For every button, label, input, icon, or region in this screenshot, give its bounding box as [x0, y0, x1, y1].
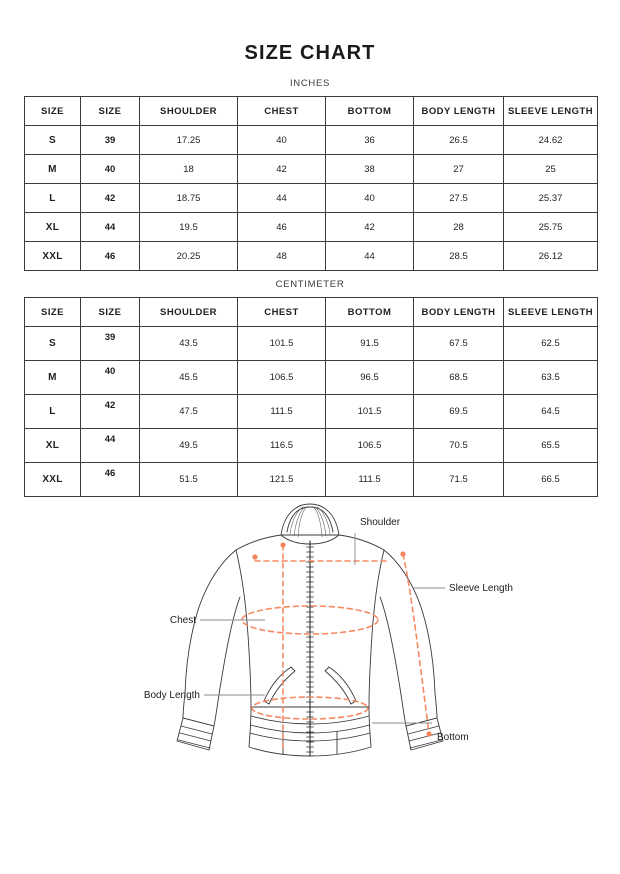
- sleeve-length-guide: [403, 554, 429, 733]
- cell-chest: 48: [238, 242, 326, 271]
- cell-bottom: 44: [326, 242, 414, 271]
- jacket-illustration: [177, 504, 443, 756]
- label-body-length: Body Length: [143, 690, 200, 701]
- cell-chest: 42: [238, 155, 326, 184]
- cell-size-number: 46: [81, 463, 140, 497]
- cell-body-length: 69.5: [414, 395, 504, 429]
- cell-shoulder: 20.25: [140, 242, 238, 271]
- cell-body-length: 26.5: [414, 126, 504, 155]
- cell-body-length: 28.5: [414, 242, 504, 271]
- cell-size-letter: XXL: [25, 463, 81, 497]
- cell-size-letter: S: [25, 327, 81, 361]
- cell-bottom: 111.5: [326, 463, 414, 497]
- cell-size-number: 40: [81, 361, 140, 395]
- cell-sleeve-length: 63.5: [504, 361, 598, 395]
- cell-chest: 46: [238, 213, 326, 242]
- cell-body-length: 68.5: [414, 361, 504, 395]
- cell-sleeve-length: 62.5: [504, 327, 598, 361]
- cell-chest: 44: [238, 184, 326, 213]
- label-bottom: Bottom: [437, 732, 469, 743]
- label-sleeve-length: Sleeve Length: [449, 583, 513, 594]
- cell-body-length: 67.5: [414, 327, 504, 361]
- column-header-size-letter: SIZE: [25, 97, 81, 126]
- cell-shoulder: 45.5: [140, 361, 238, 395]
- cell-size-number: 44: [81, 429, 140, 463]
- column-header-shoulder: SHOULDER: [140, 298, 238, 327]
- cell-shoulder: 18: [140, 155, 238, 184]
- cell-chest: 106.5: [238, 361, 326, 395]
- cell-body-length: 71.5: [414, 463, 504, 497]
- cell-bottom: 36: [326, 126, 414, 155]
- cell-shoulder: 17.25: [140, 126, 238, 155]
- cell-shoulder: 47.5: [140, 395, 238, 429]
- cell-size-letter: XXL: [25, 242, 81, 271]
- table-row: [25, 361, 598, 395]
- cell-bottom: 101.5: [326, 395, 414, 429]
- cell-body-length: 70.5: [414, 429, 504, 463]
- column-header-shoulder: SHOULDER: [140, 97, 238, 126]
- table-row: [25, 327, 598, 361]
- column-header-size-letter: SIZE: [25, 298, 81, 327]
- column-header-size-number: SIZE: [81, 298, 140, 327]
- cell-bottom: 40: [326, 184, 414, 213]
- cell-shoulder: 18.75: [140, 184, 238, 213]
- cell-size-number: 46: [81, 242, 140, 271]
- size-table-inches: [24, 96, 598, 271]
- cell-size-letter: S: [25, 126, 81, 155]
- cell-size-number: 39: [81, 126, 140, 155]
- unit-caption-inches: INCHES: [289, 78, 331, 89]
- cell-sleeve-length: 26.12: [504, 242, 598, 271]
- cell-size-number: 44: [81, 213, 140, 242]
- cell-shoulder: 49.5: [140, 429, 238, 463]
- measurement-guides: [242, 545, 429, 750]
- table-row: [25, 213, 598, 242]
- measurement-points: [252, 542, 431, 736]
- table-row: [25, 429, 598, 463]
- cell-bottom: 42: [326, 213, 414, 242]
- size-table-centimeter: [24, 297, 598, 497]
- cell-body-length: 27: [414, 155, 504, 184]
- cell-shoulder: 51.5: [140, 463, 238, 497]
- jacket-collar: [281, 504, 339, 544]
- table-row: [25, 184, 598, 213]
- cell-shoulder: 19.5: [140, 213, 238, 242]
- cell-bottom: 38: [326, 155, 414, 184]
- table-row: [25, 395, 598, 429]
- column-header-bottom: BOTTOM: [326, 298, 414, 327]
- column-header-sleeve-length: SLEEVE LENGTH: [504, 298, 598, 327]
- page-title: SIZE CHART: [244, 42, 376, 64]
- cell-size-letter: M: [25, 361, 81, 395]
- cell-size-number: 42: [81, 184, 140, 213]
- cell-body-length: 27.5: [414, 184, 504, 213]
- cell-size-number: 39: [81, 327, 140, 361]
- cell-size-number: 40: [81, 155, 140, 184]
- cell-size-letter: XL: [25, 213, 81, 242]
- cell-shoulder: 43.5: [140, 327, 238, 361]
- cell-sleeve-length: 24.62: [504, 126, 598, 155]
- column-header-body-length: BODY LENGTH: [414, 298, 504, 327]
- cell-chest: 121.5: [238, 463, 326, 497]
- cell-chest: 116.5: [238, 429, 326, 463]
- column-header-body-length: BODY LENGTH: [414, 97, 504, 126]
- label-shoulder: Shoulder: [360, 517, 401, 528]
- column-header-sleeve-length: SLEEVE LENGTH: [504, 97, 598, 126]
- cell-sleeve-length: 66.5: [504, 463, 598, 497]
- table-header-row: [25, 298, 598, 327]
- cell-size-letter: L: [25, 395, 81, 429]
- right-sleeve-outline: [380, 550, 437, 726]
- cell-sleeve-length: 25: [504, 155, 598, 184]
- cell-chest: 111.5: [238, 395, 326, 429]
- cell-bottom: 106.5: [326, 429, 414, 463]
- table-row: [25, 155, 598, 184]
- cell-bottom: 91.5: [326, 327, 414, 361]
- cell-chest: 40: [238, 126, 326, 155]
- table-row: [25, 242, 598, 271]
- column-header-chest: CHEST: [238, 97, 326, 126]
- unit-caption-centimeter: CENTIMETER: [275, 279, 345, 290]
- cell-sleeve-length: 65.5: [504, 429, 598, 463]
- measurement-diagram: [0, 485, 620, 785]
- label-chest: Chest: [169, 615, 196, 626]
- cell-size-letter: M: [25, 155, 81, 184]
- cell-size-letter: XL: [25, 429, 81, 463]
- cell-body-length: 28: [414, 213, 504, 242]
- column-header-bottom: BOTTOM: [326, 97, 414, 126]
- column-header-size-number: SIZE: [81, 97, 140, 126]
- cell-sleeve-length: 25.75: [504, 213, 598, 242]
- cell-size-letter: L: [25, 184, 81, 213]
- cell-chest: 101.5: [238, 327, 326, 361]
- cell-sleeve-length: 25.37: [504, 184, 598, 213]
- cell-sleeve-length: 64.5: [504, 395, 598, 429]
- table-header-row: [25, 97, 598, 126]
- column-header-chest: CHEST: [238, 298, 326, 327]
- cell-size-number: 42: [81, 395, 140, 429]
- table-row: [25, 126, 598, 155]
- cell-bottom: 96.5: [326, 361, 414, 395]
